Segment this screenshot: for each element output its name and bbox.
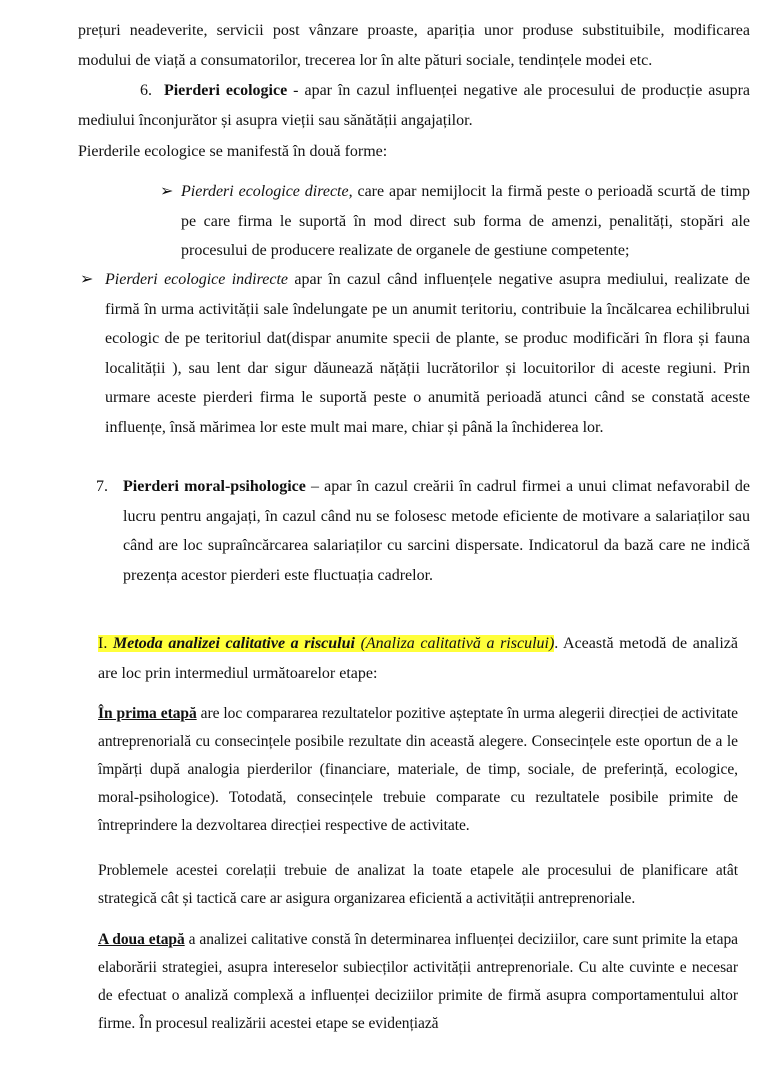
- section-1-numeral: I.: [98, 635, 108, 652]
- section-1-subtitle: (Analiza calitativă a riscului): [354, 635, 555, 652]
- section-1-intro: . Această metodă de analiză are loc prin intermediul următoarelor etape:: [98, 635, 738, 682]
- section-1-highlight: [98, 635, 554, 652]
- stage-2-text: a analizei calitative constă în determinarea influenței deciziilor, care sunt primite la etapa elaborării strategiei, asupra intereselor subiecților activității antreprenoriale. Cu alte cuvinte e necesar de efectuat o analiză complexă a influenței deciziilor primite de firmă asupra comportamentului altor firme. În procesul realizării acestei etape se evidențiază: [98, 931, 738, 1032]
- bullet-direct-losses: [181, 177, 750, 266]
- item-7-number: 7.: [96, 478, 108, 495]
- eco-intro: Pierderile ecologice se manifestă în două forme:: [78, 143, 388, 160]
- arrow-bullet-icon: ➢: [160, 183, 174, 200]
- section-1-title: Metoda analizei calitative a riscului: [112, 635, 355, 652]
- bullet-indirect-losses: [105, 265, 750, 442]
- bullet-1-text: care apar nemijlocit la firmă peste o perioadă scurtă de timp pe care firma le suportă în mod direct sub forma de amenzi, penalități, stopări ale procesului de producere realizate de organele de gestiune competente;: [181, 183, 750, 259]
- paragraph-prices: prețuri neadeverite, servicii post vânzare proaste, apariția unor produse substituibile, modificarea modului de viață a consumatorilor, trecerea lor în alte pături sociale, tendințele modei etc.: [78, 22, 750, 69]
- item-7: [123, 472, 750, 590]
- arrow-bullet-icon: ➢: [80, 271, 94, 288]
- item-7-text: – apar în cazul creării în cadrul firmei a unui climat nefavorabil de lucru pentru angajați, în cazul când nu se folosesc metode eficiente de motivare a salariaților sau când are loc supraîncărcarea salariaților cu sarcini dispersate. Indicatorul da bază care ne indică prezența acestor pierderi este fluctuația cadrelor.: [123, 478, 751, 584]
- stage-1-label: În prima etapă: [98, 705, 197, 722]
- bullet-1-title: Pierderi ecologice directe,: [181, 183, 353, 200]
- item-7-title: Pierderi moral-psihologice: [123, 478, 306, 495]
- item-6-number: 6.: [140, 82, 152, 99]
- stage-1-paragraph: [98, 700, 738, 840]
- problems-paragraph: Problemele acestei corelații trebuie de analizat la toate etapele ale procesului de planificare atât strategică cât și tactică care ar asigura organizarea eficientă a activității antreprenoriale.: [98, 862, 738, 907]
- item-6-text: - apar în cazul influenței negative ale procesului de producție asupra mediului înconjurător și asupra vieții sau sănătății angajaților.: [78, 82, 751, 129]
- bullet-2-text: apar în cazul când influențele negative asupra mediului, realizate de firmă în urma activității sale îndelungate pe un anumit teritoriu, contribuie la încălcarea echilibrului ecologic de pe teritoriul dat(dispar anumite specii de plante, se produc modificări în flora și fauna localității ), sau lent dar sigur dăunează nățății lucrătorilor și locuitorilor di aceste regiuni. Prin urmare aceste pierderi firma le suportă peste o anumită perioadă atunci când se constată aceste influențe, însă mărimea lor este mult mai mare, chiar și până la închiderea lor.: [105, 271, 751, 436]
- stage-2-label: A doua etapă: [98, 931, 185, 948]
- stage-1-text: are loc compararea rezultatelor pozitive așteptate în urma alegerii direcției de activitate antreprenorială cu consecințele posibile rezultate din această alegere. Consecințele este oportun de a le împărți după analogia pierderilor (financiare, materiale, de timp, sociale, de preferință, ecologice, moral-psihologice). Totodată, consecințele trebuie comparate cu rezultatele posibile primite de întreprindere la dezvoltarea direcției respective de activitate.: [98, 705, 738, 834]
- section-1-heading: [98, 629, 738, 689]
- bullet-2-title: Pierderi ecologice indirecte: [105, 271, 289, 288]
- item-6: [78, 76, 750, 135]
- stage-2-paragraph: [98, 926, 738, 1038]
- item-6-title: Pierderi ecologice: [163, 82, 288, 99]
